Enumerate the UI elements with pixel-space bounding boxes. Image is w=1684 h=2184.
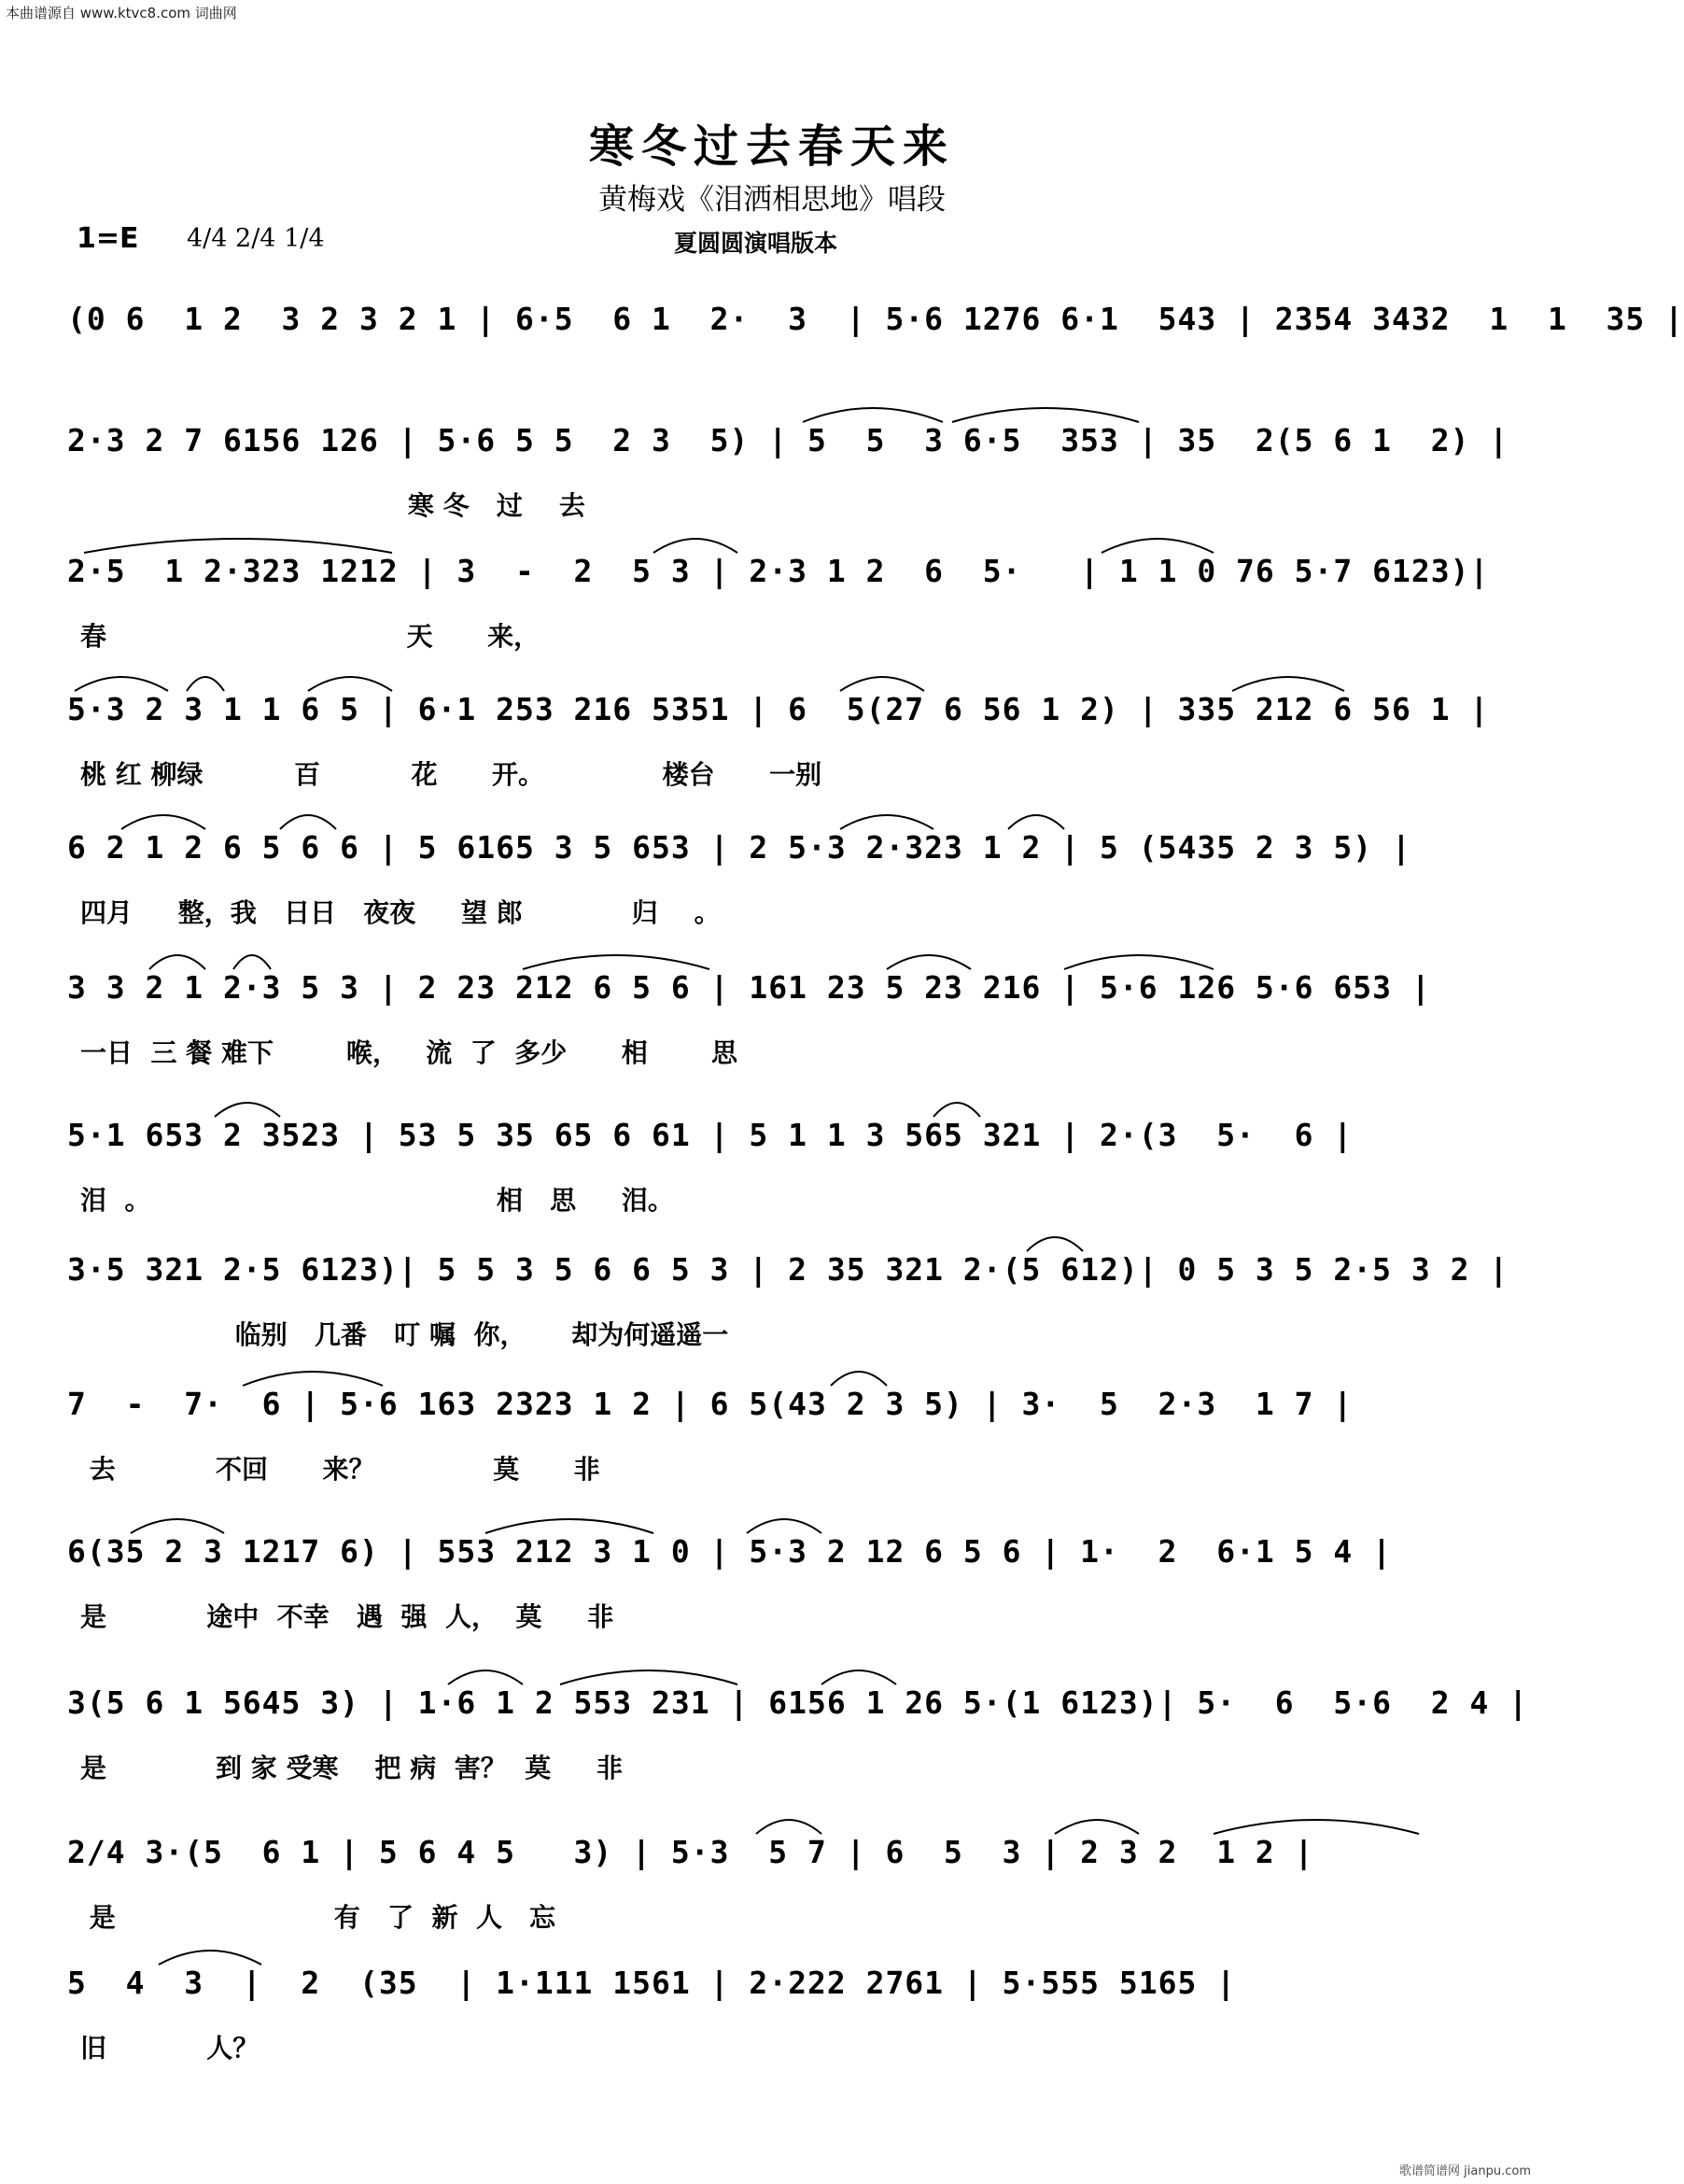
- slur-arc: [1214, 1820, 1419, 1834]
- slur-arc: [1027, 1237, 1083, 1251]
- performer-version: 夏圆圆演唱版本: [674, 230, 838, 257]
- slur-marks: [0, 663, 1544, 695]
- slur-arc: [75, 677, 168, 691]
- watermark-bottom: 歌谱简谱网 jianpu.com: [1399, 2164, 1531, 2178]
- notation-line: (0 6 1 2 3 2 3 2 1 | 6·5 6 1 2· 3 | 5·6 1276 6·1 543 | 2354 3432 1 1 35 |: [67, 301, 1684, 337]
- song-title: 寒冬过去春天来: [588, 120, 955, 173]
- slur-arc: [280, 815, 336, 829]
- slur-arc: [1008, 815, 1064, 829]
- slur-arc: [485, 1519, 653, 1533]
- slur-arc: [831, 1372, 887, 1386]
- slur-arc: [1232, 677, 1344, 691]
- slur-arc: [187, 677, 224, 691]
- time-signatures: 4/4 2/4 1/4: [187, 224, 325, 253]
- lyrics-line: 泪 。 相 思 泪。: [80, 1185, 674, 1216]
- lyrics-line: 四月 整，我 日日 夜夜 望 郎 归 。: [80, 897, 721, 928]
- slur-arc: [233, 955, 271, 969]
- slur-arc: [887, 955, 971, 969]
- notation-line: 2·5 1 2·323 1212 | 3 - 2 5 3 | 2·3 1 2 6 5· | 1 1 0 76 5·7 6123)|: [67, 553, 1490, 589]
- lyrics-line: 是 到 家 受寒 把 病 害？ 莫 非: [80, 1753, 623, 1783]
- notation-line: 6 2 1 2 6 5 6 6 | 5 6165 3 5 653 | 2 5·3 2·323 1 2 | 5 (5435 2 3 5) |: [67, 829, 1411, 866]
- slur-marks: [0, 801, 1544, 833]
- slur-arc: [1102, 539, 1214, 553]
- slur-arc: [840, 677, 924, 691]
- slur-marks: [0, 1937, 1544, 1968]
- notation-line: 7 - 7· 6 | 5·6 163 2323 1 2 | 6 5(43 2 3 5) | 3· 5 2·3 1 7 |: [67, 1386, 1354, 1422]
- slur-marks: [0, 941, 1544, 973]
- lyrics-line: 寒 冬 过 去: [80, 490, 585, 521]
- slur-arc: [821, 1670, 896, 1684]
- lyrics-line: 旧 人？: [80, 2033, 260, 2064]
- slur-marks: [0, 1223, 1544, 1255]
- lyrics-line: 去 不回 来？ 莫 非: [80, 1454, 600, 1485]
- notation-line: 2/4 3·(5 6 1 | 5 6 4 5 3) | 5·3 5 7 | 6 5 3 | 2 3 2 1 2 |: [67, 1834, 1314, 1870]
- watermark-top: 本曲谱源自 www.ktvc8.com 词曲网: [6, 5, 237, 21]
- slur-arc: [243, 1372, 383, 1386]
- notation-line: 6(35 2 3 1217 6) | 553 212 3 1 0 | 5·3 2 12 6 5 6 | 1· 2 6·1 5 4 |: [67, 1533, 1393, 1570]
- slur-arc: [523, 955, 709, 969]
- lyrics-line: 临别 几番 叮 嘱 你， 却为何遥遥一: [80, 1319, 729, 1350]
- slur-arc: [215, 1103, 280, 1117]
- lyrics-line: 是 途中 不幸 遇 强 人， 莫 非: [80, 1601, 614, 1632]
- slur-marks: [0, 525, 1544, 557]
- slur-arc: [131, 1519, 224, 1533]
- slur-arc: [84, 539, 392, 553]
- notation-line: 5·1 653 2 3523 | 53 5 35 65 6 61 | 5 1 1 3 565 321 | 2·(3 5· 6 |: [67, 1117, 1354, 1153]
- slur-arc: [653, 539, 737, 553]
- slur-marks: [0, 1806, 1544, 1838]
- slur-arc: [840, 815, 933, 829]
- key-signature-value: 1=E: [77, 222, 139, 255]
- notation-line: 3(5 6 1 5645 3) | 1·6 1 2 553 231 | 6156 1 26 5·(1 6123)| 5· 6 5·6 2 4 |: [67, 1684, 1529, 1721]
- slur-arc: [159, 1951, 261, 1965]
- notation-line: 3·5 321 2·5 6123)| 5 5 3 5 6 6 5 3 | 2 35 321 2·(5 612)| 0 5 3 5 2·5 3 2 |: [67, 1251, 1509, 1288]
- slur-arc: [149, 955, 205, 969]
- notation-line: 5 4 3 | 2 (35 | 1·111 1561 | 2·222 2761 | 5·555 5165 |: [67, 1965, 1237, 2001]
- lyrics-line: 桃 红 柳绿 百 花 开。 楼台 一别: [80, 759, 822, 790]
- slur-arc: [560, 1670, 737, 1684]
- lyrics-line: [80, 364, 1477, 402]
- slur-arc: [747, 1519, 821, 1533]
- slur-marks: [0, 1358, 1544, 1389]
- notation-line: 3 3 2 1 2·3 5 3 | 2 23 212 6 5 6 | 161 23 5 23 216 | 5·6 126 5·6 653 |: [67, 969, 1431, 1006]
- slur-arc: [756, 1820, 821, 1834]
- slur-arc: [803, 408, 943, 422]
- slur-marks: [0, 1656, 1544, 1688]
- lyrics-line: 是 有 了 新 人 忘: [80, 1902, 556, 1933]
- notation-line: 2·3 2 7 6156 126 | 5·6 5 5 2 3 5) | 5 5 3 6·5 353 | 35 2(5 6 1 2) |: [67, 422, 1509, 458]
- lyrics-line: 一日 三 餐 难下 喉， 流 了 多少 相 思: [80, 1037, 737, 1068]
- slur-arc: [1064, 955, 1214, 969]
- slur-marks: [0, 273, 1544, 304]
- slur-marks: [0, 1505, 1544, 1537]
- slur-arc: [448, 1670, 523, 1684]
- key-signature: [77, 222, 139, 255]
- slur-arc: [952, 408, 1139, 422]
- song-subtitle: 黄梅戏《泪洒相思地》唱段: [598, 183, 946, 217]
- slur-marks: [0, 1089, 1544, 1120]
- notation-line: 5·3 2 3 1 1 6 5 | 6·1 253 216 5351 | 6 5(27 6 56 1 2) | 335 212 6 56 1 |: [67, 691, 1490, 727]
- slur-arc: [933, 1103, 980, 1117]
- slur-arc: [121, 815, 205, 829]
- slur-arc: [308, 677, 392, 691]
- slur-arc: [1055, 1820, 1139, 1834]
- lyrics-line: 春 天 来，: [80, 621, 540, 652]
